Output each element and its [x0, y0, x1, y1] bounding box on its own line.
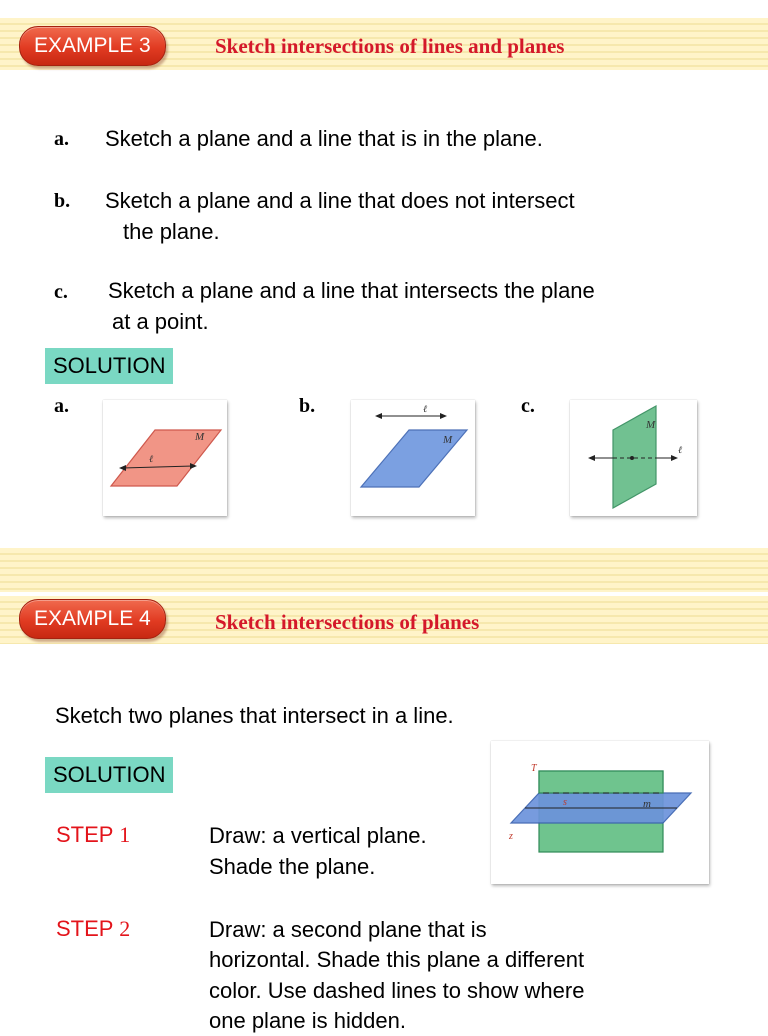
step-2-word: STEP	[56, 916, 114, 941]
example4-badge	[19, 599, 166, 639]
plane-t-label: T	[531, 763, 537, 774]
arrow-head-right	[671, 455, 678, 461]
line-l-label: ℓ	[423, 404, 428, 415]
item-c-text-line1: Sketch a plane and a line that intersects the plane	[108, 278, 595, 303]
step-2-line2: horizontal. Shade this plane a different	[209, 947, 585, 972]
step-1-label	[56, 822, 130, 848]
arrow-head-left	[119, 465, 126, 471]
figure-c-line-intersects-point	[570, 400, 697, 516]
step-1-line2: Shade the plane.	[209, 854, 376, 879]
plane-m-label: M	[646, 419, 656, 431]
arrow-head-right	[440, 413, 447, 419]
arrow-head-left	[375, 413, 382, 419]
step-2-label	[56, 916, 130, 942]
figure-b-label: b.	[299, 395, 316, 417]
line-l-label: ℓ	[678, 445, 683, 456]
plane-m-label: M	[195, 431, 205, 443]
example3-badge-text: EXAMPLE 3	[34, 34, 151, 57]
figure-b-line-not-intersecting	[351, 400, 475, 516]
step-2-line4: one plane is hidden.	[209, 1008, 406, 1033]
step-1-number: 1	[119, 822, 131, 847]
step-2-line1: Draw: a second plane that is	[209, 917, 487, 942]
example3-title: Sketch intersections of lines and planes	[215, 34, 565, 58]
example3-solution-label: SOLUTION	[45, 348, 173, 384]
example3-badge	[19, 26, 166, 66]
step-1-line1: Draw: a vertical plane.	[209, 823, 427, 848]
figure-a-line-in-plane	[103, 400, 227, 516]
figure-a-label: a.	[54, 395, 69, 417]
step-2-line3: color. Use dashed lines to show where	[209, 978, 585, 1003]
step-1-word: STEP	[56, 822, 114, 847]
vertical-plane-upper	[539, 771, 663, 793]
item-c-text-line2: at a point.	[112, 309, 209, 334]
line-z-label: z	[509, 831, 513, 842]
line-s-label: s	[563, 797, 567, 808]
example4-prompt: Sketch two planes that intersect in a line.	[55, 703, 454, 728]
section-divider-band	[0, 548, 768, 592]
item-b-text-line1: Sketch a plane and a line that does not intersect	[105, 188, 575, 213]
item-b-text-line2: the plane.	[123, 219, 220, 244]
plane-m-label: M	[443, 434, 453, 446]
item-b-label: b.	[54, 190, 71, 212]
item-a-text: Sketch a plane and a line that is in the plane.	[105, 126, 543, 151]
figure-c-label: c.	[521, 395, 535, 417]
figure-two-planes-intersect	[491, 741, 709, 884]
example4-title: Sketch intersections of planes	[215, 610, 480, 634]
example4-solution-label: SOLUTION	[45, 757, 173, 793]
step-2-number: 2	[119, 916, 131, 941]
plane-m-shape	[111, 430, 221, 486]
intersection-point	[630, 456, 634, 460]
line-l-label: ℓ	[149, 454, 154, 465]
plane-m-label: m	[643, 798, 651, 810]
item-c-label: c.	[54, 281, 68, 303]
item-a-label: a.	[54, 128, 69, 150]
arrow-head-left	[588, 455, 595, 461]
example4-badge-text: EXAMPLE 4	[34, 607, 151, 630]
